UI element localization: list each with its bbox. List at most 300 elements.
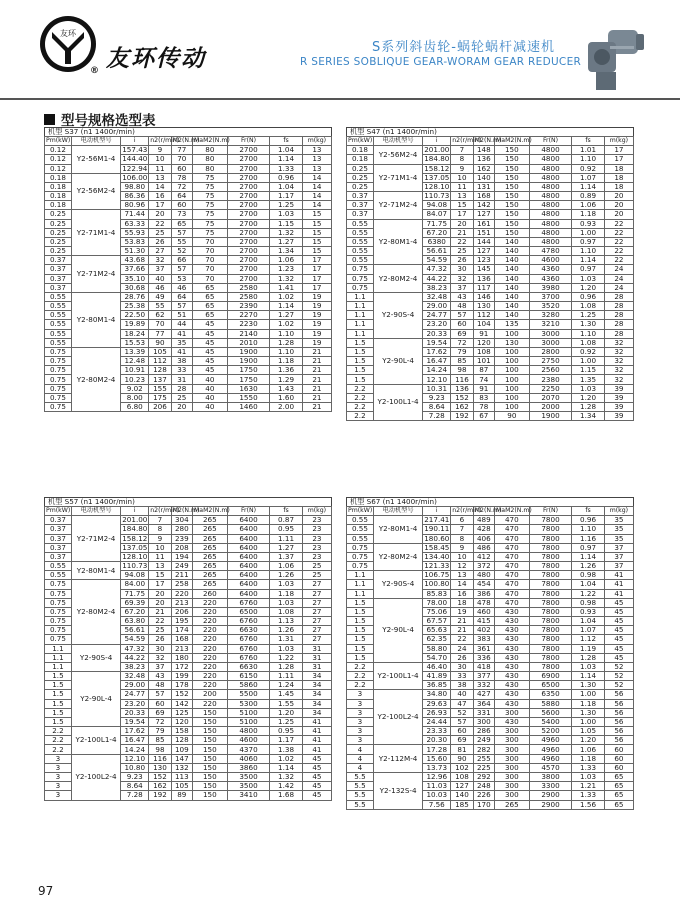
cell-power: 0.75 [45,357,72,366]
cell-max-torque: 265 [192,543,227,552]
cell-weight: 20 [604,201,633,210]
column-header: i [121,137,149,146]
cell-output-speed: 22 [451,635,473,644]
cell-weight: 28 [604,292,633,301]
cell-service-factor: 1.17 [270,192,303,201]
cell-ratio: 12.96 [423,772,451,781]
cell-torque: 199 [171,672,192,681]
cell-power: 1.1 [347,329,374,338]
cell-ratio: 54.59 [121,635,149,644]
cell-torque: 72 [171,182,192,191]
cell-torque: 57 [171,265,192,274]
cell-service-factor: 1.08 [572,302,605,311]
cell-service-factor: 0.92 [572,164,605,173]
cell-output-speed: 7 [149,516,171,525]
cell-service-factor: 1.33 [270,164,303,173]
cell-output-speed: 14 [451,580,473,589]
cell-power: 2.2 [347,681,374,690]
cell-torque: 480 [473,571,494,580]
cell-service-factor: 1.20 [572,283,605,292]
cell-weight: 27 [302,626,331,635]
cell-power: 1.5 [347,357,374,366]
cell-power: 1.1 [45,662,72,671]
cell-max-torque: 100 [494,329,529,338]
cell-service-factor: 1.31 [270,635,303,644]
cell-output-speed: 21 [149,607,171,616]
cell-ratio: 17.62 [121,727,149,736]
cell-torque: 226 [473,791,494,800]
cell-service-factor: 1.41 [270,283,303,292]
cell-service-factor: 0.97 [572,543,605,552]
cell-power: 0.55 [347,525,374,534]
cell-output-speed: 40 [451,690,473,699]
cell-ratio: 38.23 [423,283,451,292]
cell-radial-load: 7800 [529,580,572,589]
column-header: Fr(N) [227,507,270,516]
cell-service-factor: 1.07 [572,173,605,182]
cell-output-speed: 98 [451,366,473,375]
cell-output-speed: 13 [149,562,171,571]
cell-radial-load: 1900 [227,357,270,366]
cell-ratio: 201.00 [424,145,450,155]
cell-output-speed: 85 [451,357,473,366]
cell-max-torque: 140 [494,247,529,256]
cell-ratio: 19.89 [121,320,149,329]
cell-service-factor: 1.23 [270,265,303,274]
cell-output-speed: 11 [451,182,473,191]
cell-max-torque: 300 [494,708,529,717]
cell-max-torque: 45 [192,357,227,366]
cell-max-torque: 265 [192,580,227,589]
cell-power: 1.5 [45,690,72,699]
cell-max-torque: 150 [494,155,529,164]
cell-ratio: 23.33 [423,727,451,736]
cell-power: 0.37 [45,552,72,561]
cell-output-speed: 22 [451,237,473,246]
cell-ratio: 144.40 [122,154,148,164]
company-logo-icon [38,14,98,74]
cell-torque: 20 [171,402,192,411]
cell-torque: 53 [171,274,192,283]
cell-service-factor: 1.27 [270,543,303,552]
cell-weight: 60 [604,763,633,772]
cell-max-torque: 140 [494,265,529,274]
cell-max-torque: 220 [192,635,227,644]
cell-motor-model: Y2-80M1-4 [71,292,120,347]
cell-max-torque: 220 [192,607,227,616]
cell-output-speed: 25 [149,228,171,237]
cell-radial-load: 2250 [529,384,572,393]
cell-output-speed: 8 [149,525,171,534]
cell-radial-load: 4800 [529,146,572,155]
cell-output-speed: 24 [451,644,473,653]
cell-ratio: 34.80 [423,690,451,699]
cell-ratio: 106.00 [122,172,148,182]
cell-radial-load: 4800 [529,201,572,210]
column-header: n2(r/min) [452,507,482,515]
cell-radial-load: 6400 [227,571,270,580]
cell-weight: 17 [302,256,331,265]
cell-radial-load: 2580 [227,283,270,292]
table-row [45,754,332,763]
cell-service-factor: 1.27 [270,311,303,320]
cell-power: 1.1 [347,292,374,301]
cell-power: 0.37 [45,516,72,525]
cell-output-speed: 26 [149,237,171,246]
cell-torque: 60 [171,164,192,173]
cell-torque: 41 [171,347,192,356]
cell-service-factor: 1.14 [572,182,605,191]
cell-torque: 74 [473,375,494,384]
cell-torque: 174 [171,626,192,635]
cell-weight: 22 [604,237,633,246]
cell-power: 0.75 [45,347,72,356]
cell-torque: 486 [473,543,494,552]
column-header: Pm(kW) [46,507,71,515]
cell-power: 1.5 [45,672,72,681]
cell-weight: 27 [302,580,331,589]
cell-power: 1.1 [347,302,374,311]
cell-weight: 45 [604,644,633,653]
cell-service-factor: 0.93 [572,219,605,228]
cell-torque: 415 [473,617,494,626]
cell-max-torque: 100 [494,366,529,375]
cell-output-speed: 33 [451,672,473,681]
cell-ratio: 217.41 [424,515,450,525]
cell-output-speed: 62 [149,311,171,320]
spec-table [346,506,634,810]
cell-torque: 336 [473,653,494,662]
cell-output-speed: 17 [451,210,473,219]
cell-torque: 108 [473,347,494,356]
cell-radial-load: 2700 [227,219,270,228]
cell-output-speed: 8 [451,534,473,543]
cell-motor-model: Y2-100L1-4 [71,727,120,755]
registered-mark: ® [90,66,99,76]
cell-ratio: 158.12 [424,163,450,173]
logo-text: 友环 [60,29,76,38]
cell-ratio: 11.03 [423,782,451,791]
cell-max-torque: 265 [192,562,227,571]
cell-power: 2.2 [45,736,72,745]
cell-service-factor: 1.28 [270,338,303,347]
cell-output-speed: 26 [451,653,473,662]
cell-radial-load: 3000 [529,338,572,347]
cell-service-factor: 1.21 [572,782,605,791]
cell-max-torque: 300 [494,745,529,754]
cell-output-speed: 15 [149,571,171,580]
column-header: m(kg) [604,137,633,146]
cell-power: 0.75 [45,626,72,635]
cell-service-factor: 1.26 [270,626,303,635]
cell-service-factor: 1.20 [572,736,605,745]
cell-service-factor: 1.10 [572,329,605,338]
cell-max-torque: 45 [192,366,227,375]
cell-output-speed: 9 [451,164,473,173]
cell-radial-load: 6350 [529,690,572,699]
cell-radial-load: 3700 [529,292,572,301]
cell-radial-load: 2900 [529,800,572,809]
cell-service-factor: 1.04 [270,146,303,155]
cell-torque: 249 [171,562,192,571]
cell-power: 0.55 [45,320,72,329]
cell-torque: 151 [473,228,494,237]
cell-weight: 34 [302,672,331,681]
cell-max-torque: 100 [494,393,529,402]
cell-weight: 19 [302,329,331,338]
cell-radial-load: 6630 [227,626,270,635]
cell-max-torque: 150 [494,182,529,191]
cell-ratio: 44.22 [121,653,149,662]
cell-motor-model: Y2-80M1-4 [373,219,422,265]
cell-torque: 142 [171,699,192,708]
cell-max-torque: 265 [192,525,227,534]
cell-weight: 35 [604,534,633,543]
cell-radial-load: 1630 [227,384,270,393]
cell-torque: 46 [171,283,192,292]
cell-power: 1.5 [45,681,72,690]
cell-max-torque: 470 [494,598,529,607]
cell-power: 0.75 [45,617,72,626]
cell-torque: 140 [473,173,494,182]
cell-max-torque: 150 [192,717,227,726]
column-header: i [423,507,451,516]
cell-service-factor: 1.10 [572,155,605,164]
cell-weight: 60 [604,754,633,763]
square-bullet-icon [44,114,55,125]
cell-radial-load: 2700 [227,182,270,191]
cell-output-speed: 69 [451,736,473,745]
cell-weight: 23 [302,552,331,561]
cell-radial-load: 5400 [529,717,572,726]
cell-power: 0.25 [45,210,72,219]
cell-motor-model: Y2-71M2-4 [71,516,120,562]
cell-torque: 123 [473,256,494,265]
cell-service-factor: 1.25 [270,717,303,726]
cell-radial-load: 6400 [227,516,270,525]
cell-radial-load: 4960 [529,745,572,754]
cell-ratio: 41.89 [423,672,451,681]
cell-max-torque: 265 [192,516,227,525]
cell-output-speed: 98 [149,745,171,754]
cell-service-factor: 1.29 [270,375,303,384]
cell-weight: 28 [604,302,633,311]
cell-output-speed: 105 [149,347,171,356]
cell-service-factor: 1.14 [572,672,605,681]
cell-service-factor: 1.03 [572,384,605,393]
cell-weight: 17 [302,283,331,292]
cell-power: 3 [347,736,374,745]
cell-radial-load: 6400 [227,562,270,571]
cell-output-speed: 52 [451,708,473,717]
cell-weight: 37 [604,562,633,571]
cell-torque: 130 [473,302,494,311]
cell-service-factor: 0.93 [572,607,605,616]
cell-service-factor: 1.10 [572,247,605,256]
cell-service-factor: 1.18 [270,357,303,366]
cell-weight: 19 [302,338,331,347]
cell-output-speed: 11 [149,164,171,173]
cell-max-torque: 200 [192,690,227,699]
cell-max-torque: 430 [494,607,529,616]
cell-output-speed: 162 [149,782,171,791]
gear-reducer-motor-icon [584,24,648,96]
cell-weight: 45 [604,635,633,644]
cell-torque: 136 [473,274,494,283]
cell-max-torque: 470 [494,562,529,571]
cell-torque: 211 [171,571,192,580]
cell-radial-load: 7800 [529,626,572,635]
cell-ratio: 13.39 [121,347,149,356]
cell-power: 0.25 [45,228,72,237]
cell-radial-load: 3520 [529,302,572,311]
cell-radial-load: 2700 [227,155,270,164]
cell-power: 0.75 [45,393,72,402]
cell-service-factor: 1.18 [572,699,605,708]
cell-ratio: 12.10 [121,754,149,763]
cell-max-torque: 430 [494,617,529,626]
cell-service-factor: 1.12 [572,635,605,644]
cell-radial-load: 6760 [227,653,270,662]
cell-motor-model: Y2-80M2-4 [71,580,120,644]
cell-motor-model: Y2-56M1-4 [71,146,120,174]
cell-ratio: 8.64 [423,402,451,411]
cell-power: 0.25 [45,237,72,246]
cell-ratio: 71.44 [121,210,149,219]
cell-output-speed: 79 [149,727,171,736]
cell-max-torque: 265 [192,534,227,543]
cell-weight: 65 [604,782,633,791]
cell-torque: 57 [171,228,192,237]
cell-ratio: 62.35 [423,635,451,644]
cell-torque: 280 [171,525,192,534]
cell-ratio: 78.00 [423,598,451,607]
cell-weight: 41 [302,745,331,754]
cell-power: 0.25 [347,182,374,191]
cell-service-factor: 1.01 [572,146,605,155]
cell-ratio: 56.61 [423,247,451,256]
cell-weight: 18 [604,164,633,173]
cell-radial-load: 1750 [227,375,270,384]
cell-weight: 25 [302,562,331,571]
cell-power: 0.12 [45,146,72,155]
cell-max-torque: 100 [494,357,529,366]
cell-output-speed: 13 [451,192,473,201]
cell-weight: 56 [604,717,633,726]
cell-weight: 18 [604,173,633,182]
cell-max-torque: 150 [192,791,227,800]
cell-ratio: 69.39 [121,598,149,607]
cell-max-torque: 220 [192,681,227,690]
cell-ratio: 47.32 [423,265,451,274]
cell-max-torque: 100 [494,375,529,384]
cell-service-factor: 1.42 [270,782,303,791]
cell-max-torque: 150 [494,173,529,182]
table-row [347,219,634,228]
cell-power: 0.25 [347,164,374,173]
cell-torque: 105 [171,782,192,791]
cell-radial-load: 6400 [227,580,270,589]
cell-output-speed: 7 [451,146,473,155]
cell-radial-load: 6760 [227,598,270,607]
cell-torque: 28 [171,384,192,393]
cell-output-speed: 185 [451,800,473,809]
column-header: Fr(N) [227,137,270,146]
table-row [45,580,332,589]
cell-radial-load: 3800 [529,772,572,781]
cell-output-speed: 9 [451,543,473,552]
cell-ratio: 137.05 [122,542,148,552]
cell-max-torque: 45 [192,347,227,356]
cell-torque: 125 [171,708,192,717]
cell-power: 0.55 [347,516,374,525]
cell-ratio: 53.83 [121,237,149,246]
cell-service-factor: 1.30 [572,320,605,329]
cell-torque: 152 [171,690,192,699]
cell-service-factor: 1.25 [270,201,303,210]
cell-ratio: 75.06 [423,607,451,616]
cell-power: 1.1 [347,589,374,598]
cell-output-speed: 116 [451,375,473,384]
cell-max-torque: 40 [192,375,227,384]
cell-output-speed: 79 [451,347,473,356]
cell-ratio: 15.53 [121,338,149,347]
cell-power: 0.75 [347,265,374,274]
cell-power: 3 [45,782,72,791]
cell-radial-load: 4800 [529,228,572,237]
cell-output-speed: 21 [451,228,473,237]
cell-weight: 41 [302,717,331,726]
cell-torque: 113 [171,772,192,781]
cell-output-speed: 12 [451,562,473,571]
cell-service-factor: 1.08 [572,338,605,347]
cell-service-factor: 1.17 [270,736,303,745]
cell-output-speed: 112 [149,357,171,366]
cell-max-torque: 130 [494,338,529,347]
cell-radial-load: 5100 [227,717,270,726]
cell-power: 1.5 [347,598,374,607]
cell-motor-model: Y2-90L-4 [71,672,120,727]
cell-weight: 56 [604,736,633,745]
page-number: 97 [38,884,54,898]
cell-weight: 39 [604,412,633,421]
cell-weight: 34 [302,699,331,708]
cell-torque: 168 [473,192,494,201]
cell-max-torque: 220 [192,644,227,653]
cell-service-factor: 1.18 [572,210,605,219]
cell-weight: 28 [604,320,633,329]
cell-weight: 22 [604,219,633,228]
cell-ratio: 137.05 [424,172,450,182]
cell-power: 2.2 [347,384,374,393]
cell-service-factor: 1.32 [270,274,303,283]
cell-radial-load: 7800 [529,534,572,543]
cell-torque: 206 [171,607,192,616]
cell-service-factor: 0.92 [572,347,605,356]
cell-output-speed: 49 [149,292,171,301]
cell-torque: 292 [473,772,494,781]
cell-ratio: 24.44 [423,717,451,726]
cell-radial-load: 1900 [529,412,572,421]
cell-max-torque: 75 [192,192,227,201]
column-header: n2(r/min) [150,507,180,515]
cell-max-torque: 75 [192,182,227,191]
cell-max-torque: 140 [494,302,529,311]
column-header: fs [270,137,303,146]
cell-ratio: 26.93 [423,708,451,717]
cell-output-speed: 127 [451,782,473,791]
cell-power: 1.5 [347,366,374,375]
